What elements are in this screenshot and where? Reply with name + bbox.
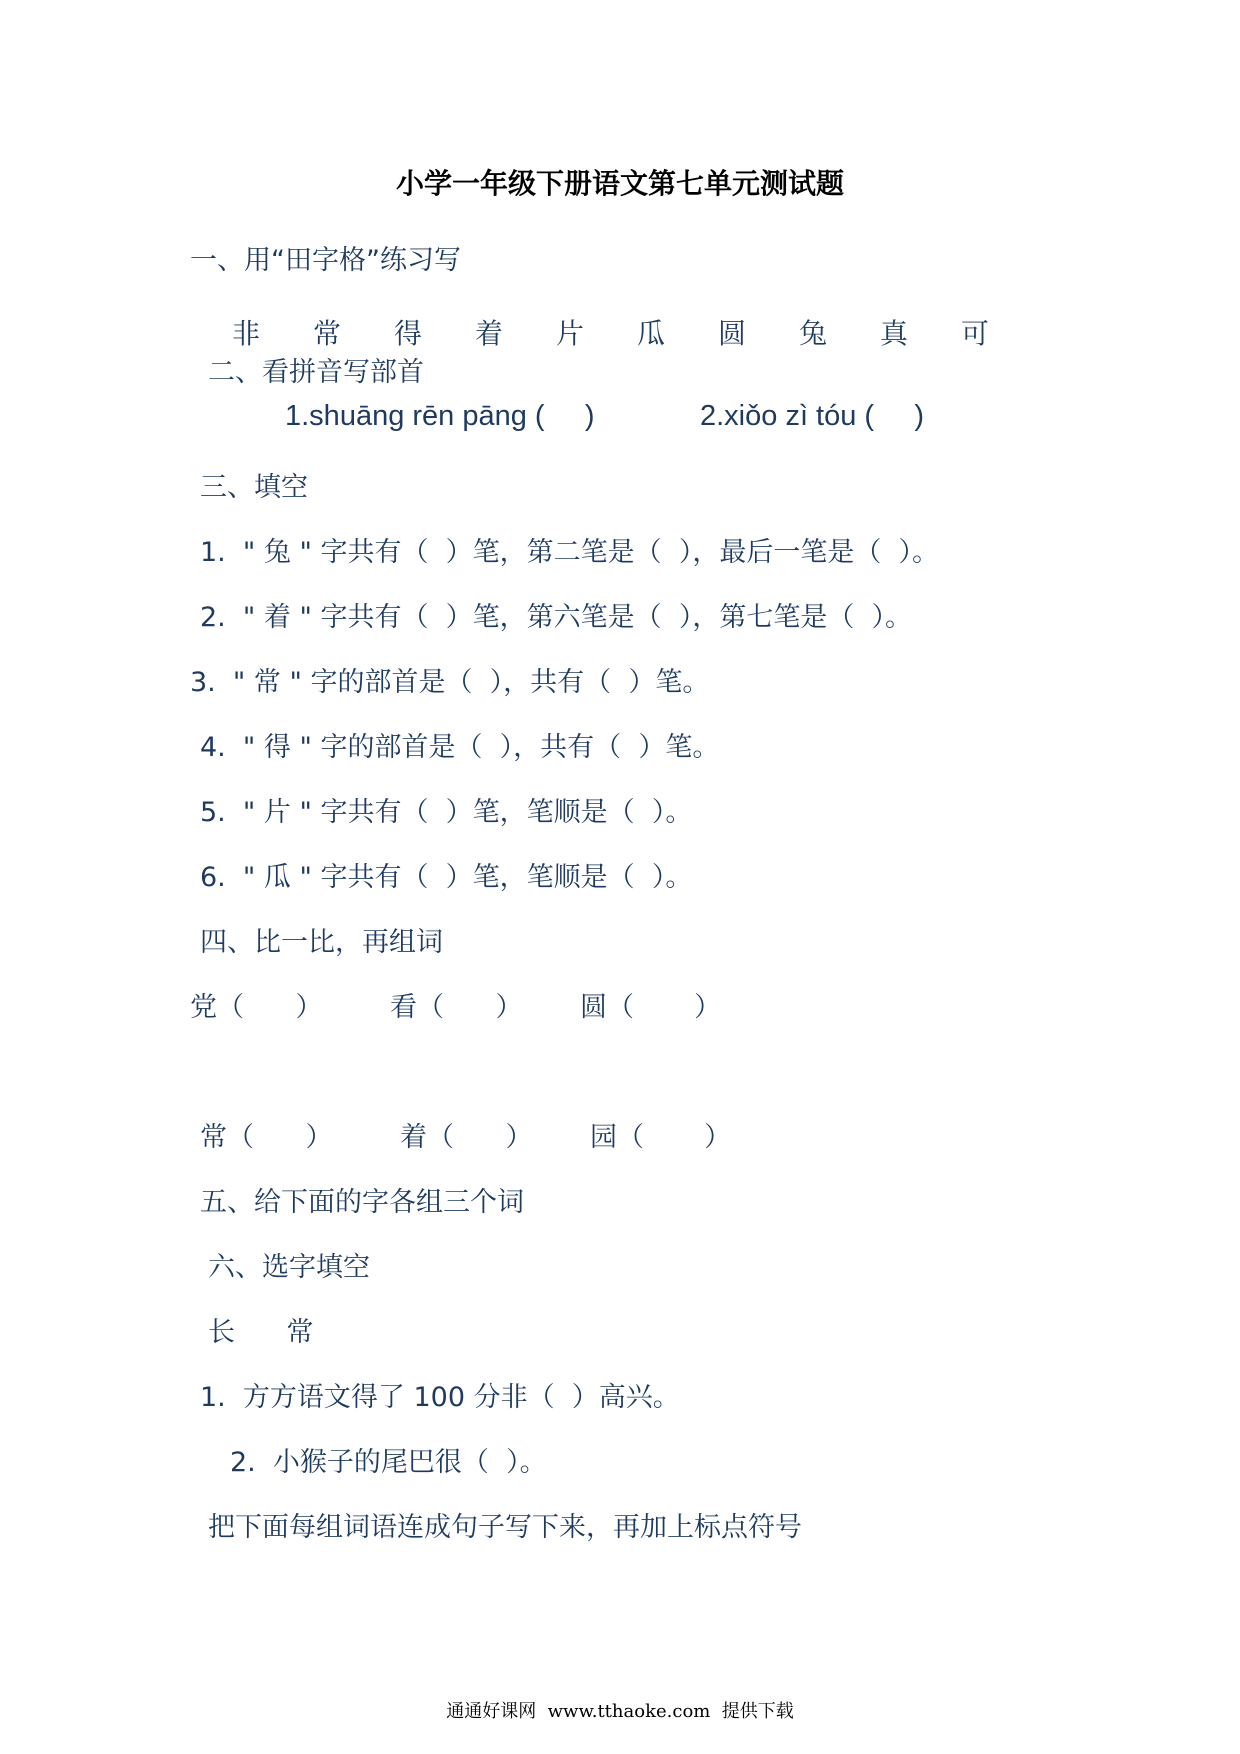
practice-char: 兔 <box>799 317 828 350</box>
fill-blank-item: 2. " 着 " 字共有（ ）笔，第六笔是（ ），第七笔是（ ）。 <box>200 602 913 633</box>
section5-heading: 五、给下面的字各组三个词 <box>200 1187 524 1218</box>
practice-char: 得 <box>394 317 423 350</box>
fill-blank-item: 1. " 兔 " 字共有（ ）笔，第二笔是（ ），最后一笔是（ ）。 <box>200 537 940 568</box>
section3-heading: 三、填空 <box>200 472 308 503</box>
choice-question-1: 1. 方方语文得了 100 分非（ ）高兴。 <box>200 1382 680 1413</box>
page-title: 小学一年级下册语文第七单元测试题 <box>395 167 844 200</box>
practice-char: 圆 <box>718 317 747 350</box>
compare-word-item: 着（ ） <box>400 1122 533 1153</box>
practice-char: 可 <box>961 317 990 350</box>
fill-blank-item: 3. " 常 " 字的部首是（ ），共有（ ）笔。 <box>190 667 710 698</box>
section6-heading: 六、选字填空 <box>208 1252 370 1283</box>
compare-word-item: 党（ ） <box>190 992 323 1023</box>
practice-char: 片 <box>556 317 585 350</box>
practice-char: 非 <box>232 317 261 350</box>
practice-char: 瓜 <box>637 317 666 350</box>
practice-char: 着 <box>475 317 504 350</box>
practice-char: 常 <box>313 317 342 350</box>
page-footer: 通通好课网 www.tthaoke.com 提供下载 <box>446 1701 794 1722</box>
section7-heading: 把下面每组词语连成句子写下来，再加上标点符号 <box>208 1512 802 1543</box>
section2-heading: 二、看拼音写部首 <box>208 357 424 388</box>
compare-word-item: 圆（ ） <box>580 992 722 1023</box>
pinyin-question-2: 2.xiǒo zì tóu ( ) <box>700 400 925 432</box>
fill-blank-item: 6. " 瓜 " 字共有（ ）笔，笔顺是（ ）。 <box>200 862 693 893</box>
section1-heading: 一、用“田字格”练习写 <box>190 245 461 276</box>
practice-characters <box>232 312 1042 352</box>
compare-word-item: 看（ ） <box>390 992 523 1023</box>
choice-question-2: 2. 小猴子的尾巴很（ ）。 <box>230 1447 547 1478</box>
compare-word-item: 园（ ） <box>590 1122 732 1153</box>
section4-heading: 四、比一比，再组词 <box>200 927 443 958</box>
choice-options: 长 常 <box>208 1317 314 1348</box>
fill-blank-item: 5. " 片 " 字共有（ ）笔，笔顺是（ ）。 <box>200 797 693 828</box>
pinyin-question-1: 1.shuānɡ rēn pānɡ ( ) <box>285 400 595 432</box>
compare-word-item: 常（ ） <box>200 1122 333 1153</box>
fill-blank-item: 4. " 得 " 字的部首是（ ），共有（ ）笔。 <box>200 732 720 763</box>
practice-char: 真 <box>880 317 909 350</box>
